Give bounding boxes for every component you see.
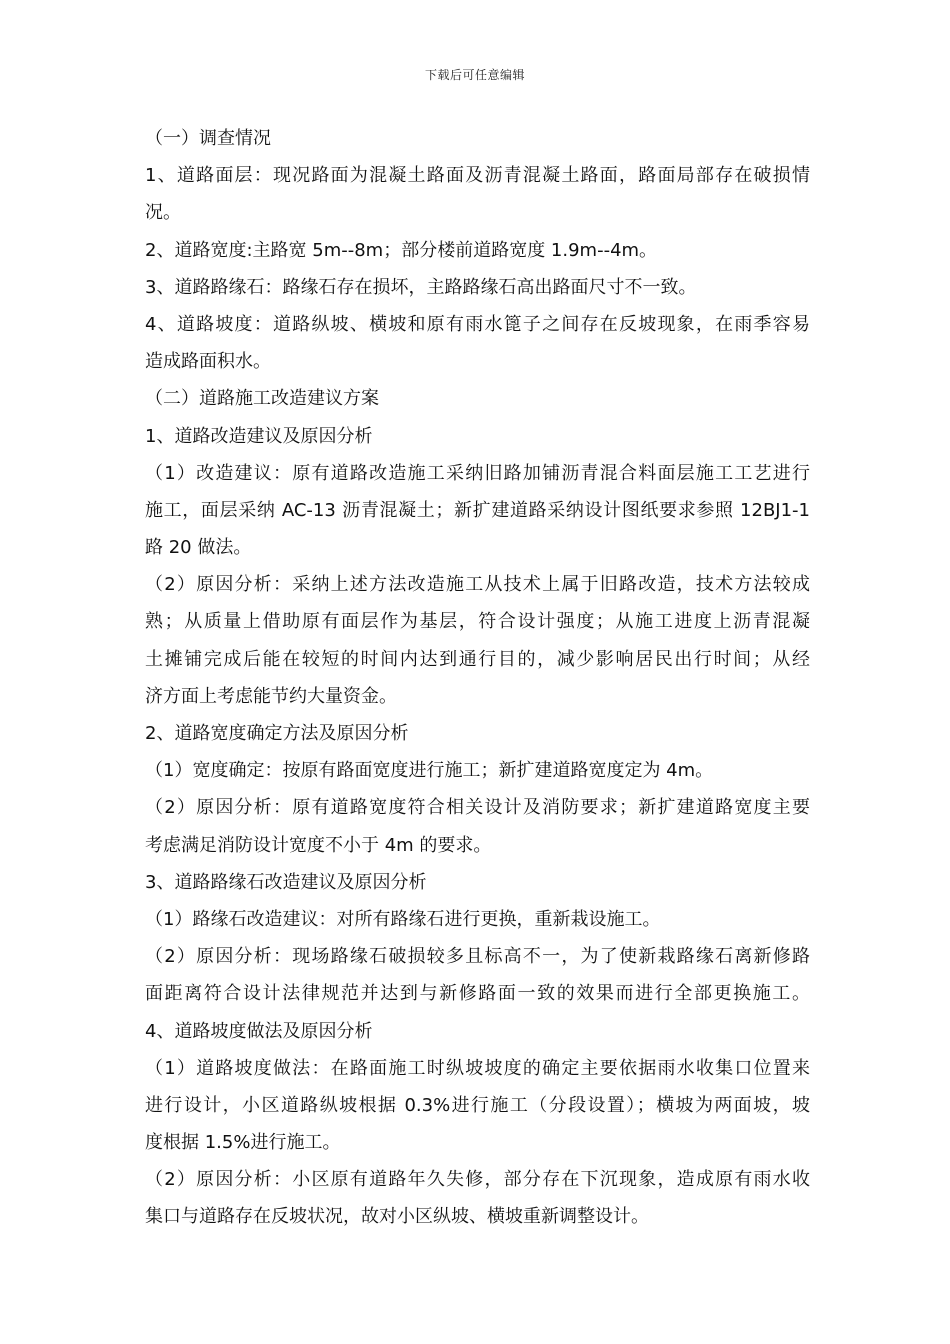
text-line: 土摊铺完成后能在较短的时间内达到通行目的，减少影响居民出行时间；从经 [145,648,810,670]
document-body [145,120,810,1236]
text-line: （2）原因分析：现场路缘石破损较多且标高不一，为了使新栽路缘石离新修路 [145,946,810,968]
text-line: 2、道路宽度:主路宽 5m--8m；部分楼前道路宽度 1.9m--4m。 [145,239,658,261]
text-line: 3、道路路缘石改造建议及原因分析 [145,871,427,893]
text-line: 况。 [145,202,181,224]
text-line: 4、道路坡度做法及原因分析 [145,1020,373,1042]
text-line: 面距离符合设计法律规范并达到与新修路面一致的效果而进行全部更换施工。 [145,983,810,1005]
text-line: 施工，面层采纳 AC-13 沥青混凝土；新扩建道路采纳设计图纸要求参照 12BJ1-1 [145,499,810,521]
text-line: 2、道路宽度确定方法及原因分析 [145,723,409,744]
text-line: 1、道路面层：现况路面为混凝土路面及沥青混凝土路面，路面局部存在破损情 [145,165,810,187]
page-header: 下载后可任意编辑 [424,68,525,82]
text-line: 进行设计，小区道路纵坡根据 0.3%进行施工（分段设置）；横坡为两面坡，坡 [145,1094,810,1116]
text-line: （1）路缘石改造建议：对所有路缘石进行更换，重新栽设施工。 [145,908,661,930]
text-line: 1、道路改造建议及原因分析 [145,425,373,447]
text-line: 4、道路坡度：道路纵坡、横坡和原有雨水篦子之间存在反坡现象，在雨季容易 [145,313,810,335]
text-line: 路 20 做法。 [145,537,252,559]
text-line: （2）原因分析：原有道路宽度符合相关设计及消防要求；新扩建道路宽度主要 [145,797,810,819]
text-line: 造成路面积水。 [145,351,271,373]
text-line: 度根据 1.5%进行施工。 [145,1132,341,1154]
text-line: 考虑满足消防设计宽度不小于 4m 的要求。 [145,834,492,856]
text-line: （二）道路施工改造建议方案 [145,388,379,410]
text-line: 3、道路路缘石：路缘石存在损坏，主路路缘石高出路面尺寸不一致。 [145,276,697,298]
text-line: （1）道路坡度做法：在路面施工时纵坡坡度的确定主要依据雨水收集口位置来 [145,1057,810,1079]
text-line: 济方面上考虑能节约大量资金。 [145,685,397,707]
text-line: （2）原因分析：小区原有道路年久失修，部分存在下沉现象，造成原有雨水收 [145,1169,810,1191]
text-line: 集口与道路存在反坡状况，故对小区纵坡、横坡重新调整设计。 [145,1206,649,1228]
text-line: （1）宽度确定：按原有路面宽度进行施工；新扩建道路宽度定为 4m。 [145,760,714,782]
text-line: （2）原因分析：采纳上述方法改造施工从技术上属于旧路改造，技术方法较成 [145,574,810,596]
text-line: （1）改造建议：原有道路改造施工采纳旧路加铺沥青混合料面层施工工艺进行 [145,462,810,484]
text-line: （一）调查情况 [145,128,271,149]
text-line: 熟；从质量上借助原有面层作为基层，符合设计强度；从施工进度上沥青混凝 [145,611,810,633]
